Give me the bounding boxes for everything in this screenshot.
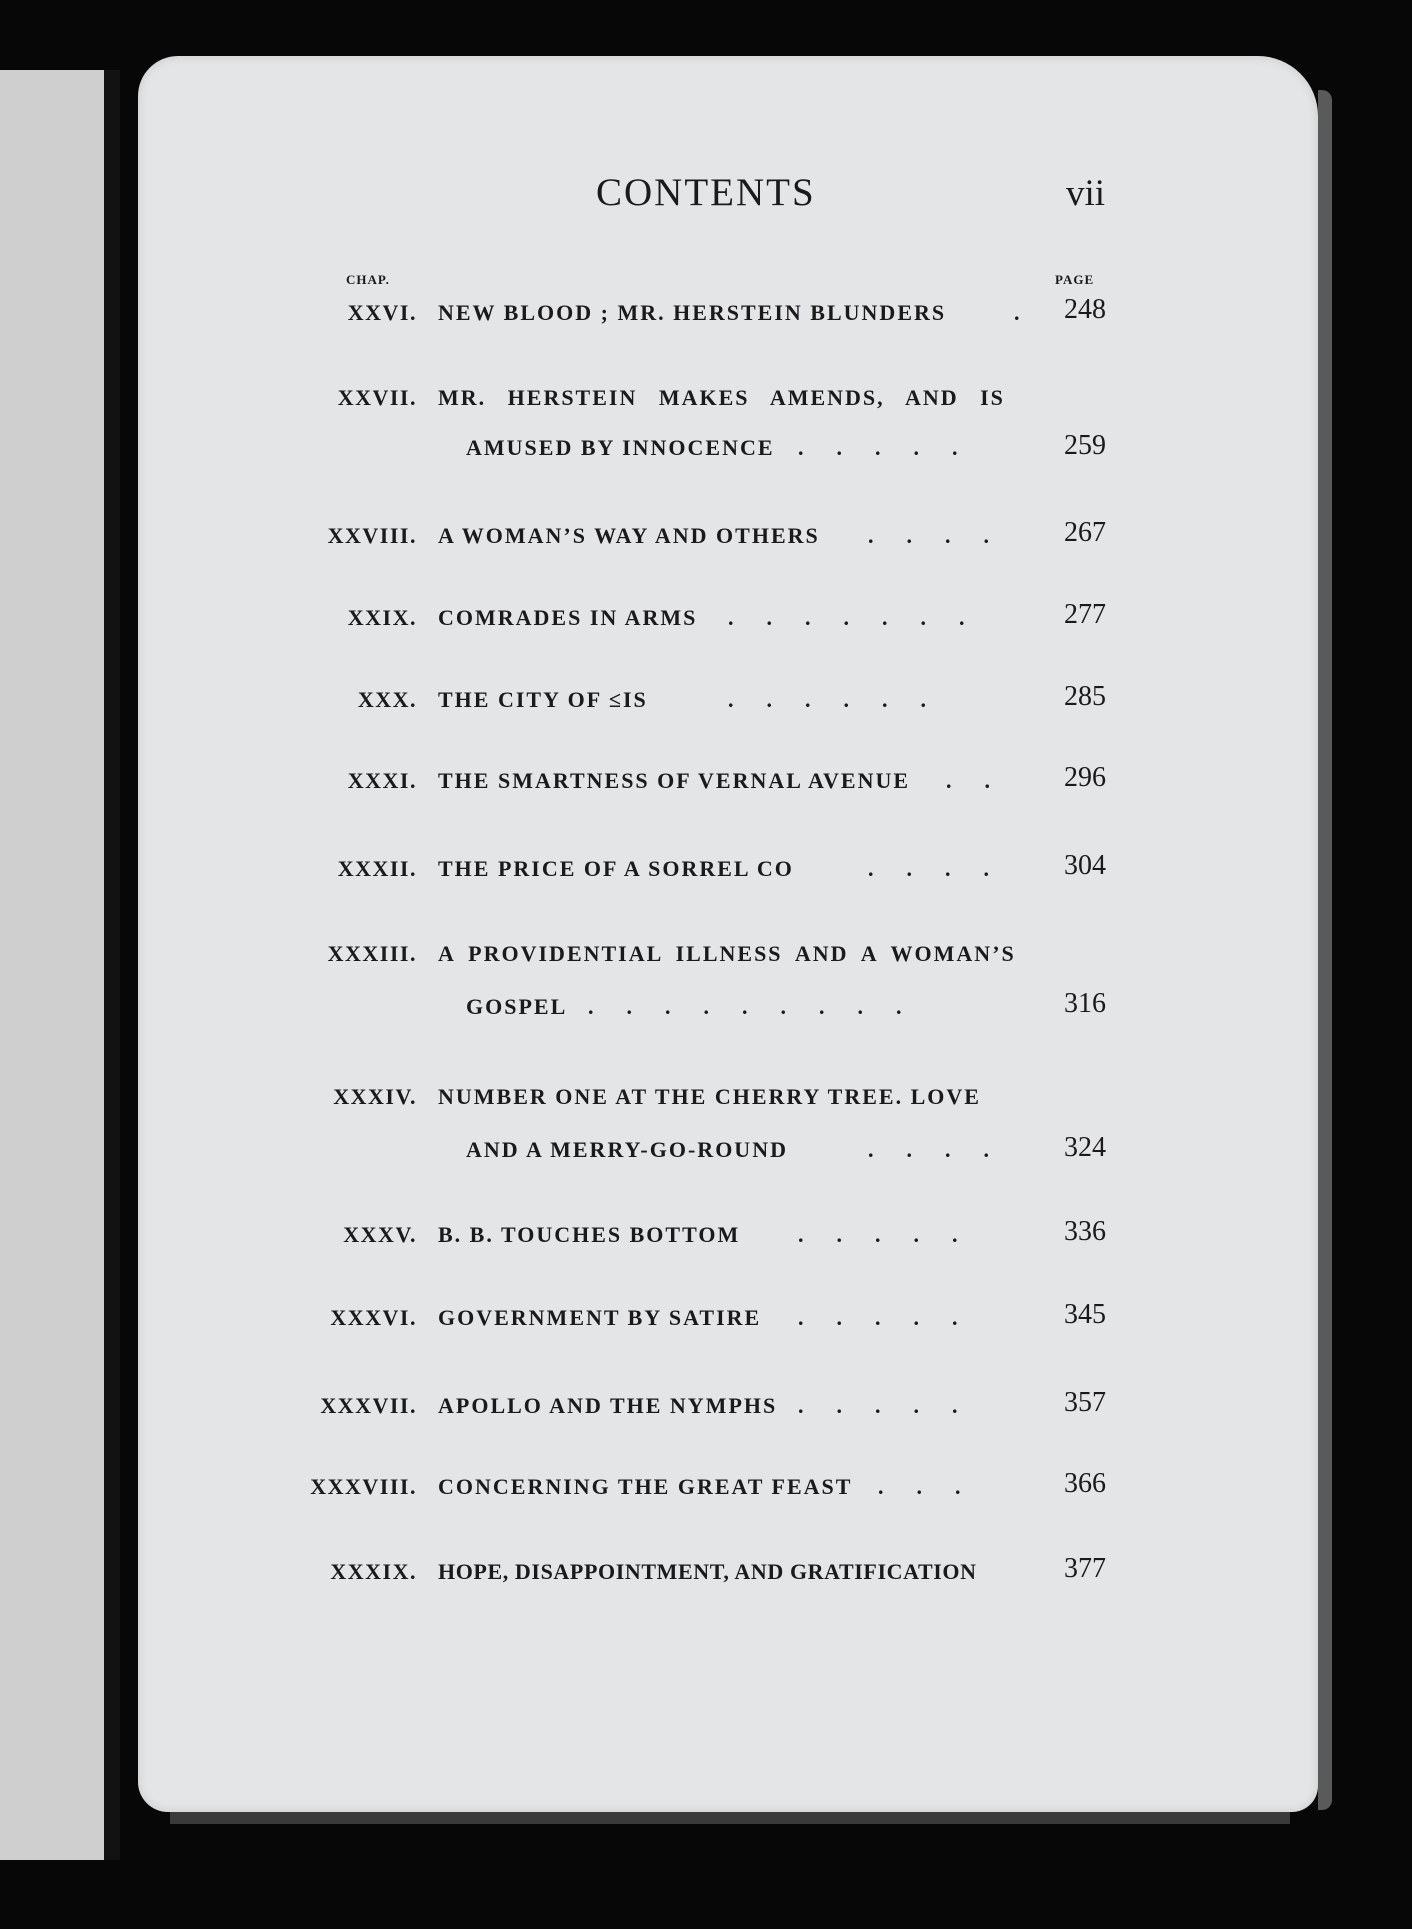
entry-chapter-numeral: XXXIX. (330, 1559, 417, 1584)
entry-leader-dots: . . . . (868, 1137, 989, 1162)
entry-title: A PROVIDENTIAL ILLNESS AND A WOMAN’S (438, 941, 1016, 966)
entry-chapter-numeral: XXVIII. (327, 523, 417, 548)
page-column-label: PAGE (1055, 272, 1095, 287)
entry-leader-dots: . . . . . (798, 435, 958, 460)
entry-chapter-numeral: XXXII. (337, 856, 417, 881)
book-gutter (104, 70, 120, 1860)
entry-leader-dots: . . . . (868, 856, 989, 881)
entry-title: CONCERNING THE GREAT FEAST (438, 1474, 853, 1499)
entry-page-number: 324 (1064, 1132, 1106, 1163)
entry-chapter-numeral: XXXIV. (333, 1084, 417, 1109)
entry-chapter-numeral: XXXVI. (330, 1305, 417, 1330)
left-facing-page (0, 70, 118, 1860)
entry-page-number: 277 (1064, 599, 1106, 630)
entry-leader-dots: . . . . . (798, 1222, 958, 1247)
entry-leader-dots: . . . . (868, 523, 989, 548)
entry-page-number: 296 (1064, 762, 1106, 793)
entry-leader-dots: . . . . . . (728, 687, 926, 712)
entry-title: B. B. TOUCHES BOTTOM (438, 1222, 741, 1247)
entry-page-number: 366 (1064, 1468, 1106, 1499)
page-number: vii (1066, 173, 1106, 214)
entry-page-number: 345 (1064, 1299, 1106, 1330)
entry-chapter-numeral: XXX. (357, 687, 417, 712)
entry-page-number: 267 (1064, 517, 1106, 548)
entry-title: GOVERNMENT BY SATIRE (438, 1305, 762, 1330)
entry-leader-dots: . . (946, 768, 990, 793)
entry-chapter-numeral: XXXVII. (320, 1393, 417, 1418)
entry-leader-dots: . . . . . . . (728, 605, 965, 630)
entry-title-continued: GOSPEL (466, 994, 568, 1019)
entry-chapter-numeral: XXVII. (337, 385, 417, 410)
chap-column-label: CHAP. (346, 272, 390, 287)
entry-leader-dots: . . . . . . . . . (588, 994, 902, 1019)
entry-title: HOPE, DISAPPOINTMENT, AND GRATIFICATION (438, 1559, 977, 1584)
entry-title: THE SMARTNESS OF VERNAL AVENUE (438, 768, 911, 793)
entry-page-number: 259 (1064, 430, 1106, 461)
entry-page-number: 316 (1064, 988, 1106, 1019)
page-title: CONTENTS (596, 171, 816, 214)
entry-title: MR. HERSTEIN MAKES AMENDS, AND IS (438, 385, 1005, 410)
entry-leader-dots: . (1014, 300, 1020, 325)
entry-page-number: 377 (1064, 1553, 1106, 1584)
entry-chapter-numeral: XXXVIII. (310, 1474, 417, 1499)
entry-title-continued: AND A MERRY-GO-ROUND (466, 1137, 788, 1162)
entry-leader-dots: . . . (878, 1474, 961, 1499)
entry-page-number: 357 (1064, 1387, 1106, 1418)
page-edge-shadow (1318, 90, 1332, 1810)
entry-page-number: 336 (1064, 1216, 1106, 1247)
entry-title: COMRADES IN ARMS (438, 605, 698, 630)
entry-page-number: 304 (1064, 850, 1106, 881)
entry-title-continued: AMUSED BY INNOCENCE (466, 435, 775, 460)
entry-title: A WOMAN’S WAY AND OTHERS (438, 523, 820, 548)
entry-title: NUMBER ONE AT THE CHERRY TREE. LOVE (438, 1084, 981, 1109)
entry-chapter-numeral: XXVI. (347, 300, 417, 325)
entry-chapter-numeral: XXXV. (343, 1222, 417, 1247)
entry-title: APOLLO AND THE NYMPHS (438, 1393, 778, 1418)
entry-title: NEW BLOOD ; MR. HERSTEIN BLUNDERS (438, 300, 947, 325)
entry-page-number: 285 (1064, 681, 1106, 712)
entry-title: THE CITY OF ≤IS (438, 687, 648, 712)
entry-chapter-numeral: XXXI. (347, 768, 417, 793)
page-bottom-edge (170, 1812, 1290, 1824)
entry-title: THE PRICE OF A SORREL CO (438, 856, 794, 881)
entry-chapter-numeral: XXXIII. (327, 941, 417, 966)
entry-leader-dots: . . . . . (798, 1393, 958, 1418)
entry-chapter-numeral: XXIX. (347, 605, 417, 630)
entry-page-number: 248 (1064, 294, 1106, 325)
entry-leader-dots: . . . . . (798, 1305, 958, 1330)
